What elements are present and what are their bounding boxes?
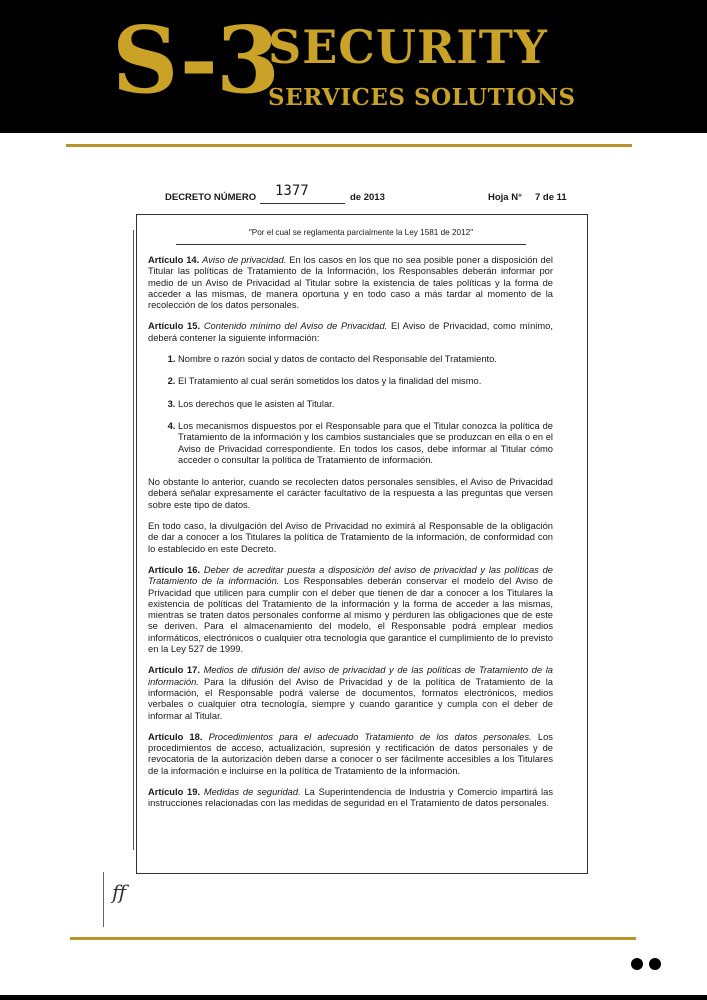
article-title: Artículo 14. bbox=[148, 255, 200, 265]
decree-year: de 2013 bbox=[350, 192, 385, 203]
article-title: Artículo 19. bbox=[148, 786, 201, 797]
footer-band bbox=[0, 995, 707, 1000]
article-16 bbox=[148, 565, 553, 655]
list-item: 4. Los mecanismos dispuestos por el Responsable para que el Titular conozca la política de Tratamiento de la información y los cambios sustanciales que se produzcan en ella o en el Aviso de Privacidad correspondiente. En todos los casos, debe informar al Titular cómo acceder o consultar la política de Tratamiento de información. bbox=[178, 421, 553, 466]
article-subtitle: Contenido mínimo del Aviso de Privacidad. bbox=[203, 321, 388, 332]
list-item: 1. Nombre o razón social y datos de contacto del Responsable del Tratamiento. bbox=[178, 354, 553, 365]
sheet-label: Hoja N° bbox=[488, 192, 522, 203]
decree-header bbox=[165, 185, 570, 207]
decree-body bbox=[148, 255, 553, 820]
article-body: Para la difusión del Aviso de Privacidad y de la política de Tratamiento de la información, el Responsable podrá valerse de documentos, formatos electrónicos, medios verbales o cualquier otra tecnología, siempre y cuando garantice y cumpla con el deber de informar al Titular. bbox=[148, 676, 553, 721]
handwritten-initials: ff bbox=[112, 880, 127, 904]
article-14 bbox=[148, 255, 553, 311]
bottom-gold-divider bbox=[70, 937, 636, 940]
nav-dot-icon[interactable] bbox=[631, 958, 643, 970]
article-18 bbox=[148, 732, 553, 777]
article-title: Artículo 16. bbox=[148, 564, 201, 575]
decree-number-line bbox=[260, 203, 345, 204]
header-band bbox=[0, 0, 707, 133]
article-subtitle: Deber de acreditar puesta a disposición del aviso de privacidad y las políticas de Tratamiento de la información. bbox=[148, 564, 553, 587]
decree-number-label: DECRETO NÚMERO bbox=[165, 192, 257, 203]
article-subtitle: Medidas de seguridad. bbox=[203, 786, 301, 797]
article-15-list bbox=[148, 354, 553, 466]
list-item: 2. El Tratamiento al cual serán sometidos los datos y la finalidad del mismo. bbox=[178, 376, 553, 387]
logo-security: SECURITY bbox=[268, 20, 548, 74]
article-body: El Aviso de Privacidad, como mínimo, deberá contener la siguiente información: bbox=[148, 321, 553, 343]
article-17 bbox=[148, 665, 553, 721]
logo-services: SERVICES SOLUTIONS bbox=[268, 84, 576, 111]
top-gold-divider bbox=[66, 144, 632, 147]
sheet-number: 7 de 11 bbox=[535, 192, 567, 203]
decree-number: 1377 bbox=[275, 183, 309, 199]
article-15 bbox=[148, 321, 553, 344]
article-title: Artículo 15. bbox=[148, 321, 201, 332]
article-subtitle: Aviso de privacidad. bbox=[202, 255, 287, 265]
article-title: Artículo 17. bbox=[148, 665, 200, 676]
margin-mark bbox=[103, 872, 104, 927]
article-15-paragraph: No obstante lo anterior, cuando se recolecten datos personales sensibles, el Aviso de Privacidad deberá señalar expresamente el carácter facultativo de la respuesta a las preguntas que versen sobre este tipo de datos. bbox=[148, 477, 553, 510]
decree-subtitle: "Por el cual se reglamenta parcialmente la Ley 1581 de 2012" bbox=[248, 228, 474, 237]
article-subtitle: Medios de difusión del aviso de privacidad y de las políticas de Tratamiento de la información. bbox=[148, 665, 553, 687]
scan-edge-line bbox=[133, 230, 134, 850]
article-body: Los Responsables deberán conservar el modelo del Aviso de Privacidad que utilicen para cumplir con el deber que tienen de dar a conocer a los Titulares la existencia de políticas del Tratamiento de la información y la forma de acceder a las mismas, mientras se traten datos personales conforme al mismo y perduren las obligaciones que de este se deriven. Para el almacenamiento del modelo, el Responsable podrá emplear medios informáticos, electrónicos o cualquier otra tecnología que garantice el cumplimiento de lo previsto en la Ley 527 de 1999. bbox=[148, 576, 553, 655]
article-title: Artículo 18. bbox=[148, 731, 203, 742]
article-19 bbox=[148, 787, 553, 810]
article-body: En los casos en los que no sea posible poner a disposición del Titular las políticas de Tratamiento de la Información, los Responsables deberán informar por medio de un Aviso de Privacidad al Titular sobre la existencia de tales políticas y la forma de acceder a las mismas, de manera oportuna y en todo caso a más tardar al momento de la recolección de los datos personales. bbox=[148, 255, 553, 311]
list-item: 3. Los derechos que le asisten al Titular. bbox=[178, 399, 553, 410]
subtitle-divider bbox=[176, 244, 526, 245]
logo-s3: S-3 bbox=[112, 6, 279, 114]
article-subtitle: Procedimientos para el adecuado Tratamiento de los datos personales. bbox=[208, 731, 532, 742]
page-navigation-dots bbox=[631, 957, 667, 975]
article-15-paragraph: En todo caso, la divulgación del Aviso de Privacidad no eximirá al Responsable de la obligación de dar a conocer a los Titulares la política de Tratamiento de la información, de conformidad con lo establecido en este Decreto. bbox=[148, 521, 553, 554]
nav-dot-icon[interactable] bbox=[649, 958, 661, 970]
article-body: La Superintendencia de Industria y Comercio impartirá las instrucciones relacionadas con las medidas de seguridad en el Tratamiento de datos personales. bbox=[148, 786, 553, 809]
article-body: Los procedimientos de acceso, actualización, supresión y rectificación de datos personales y de revocatoria de la autorización deben darse a conocer o ser fácilmente accesibles a los Titulares de la información e incluirse en la política de Tratamiento de la información. bbox=[148, 731, 553, 776]
